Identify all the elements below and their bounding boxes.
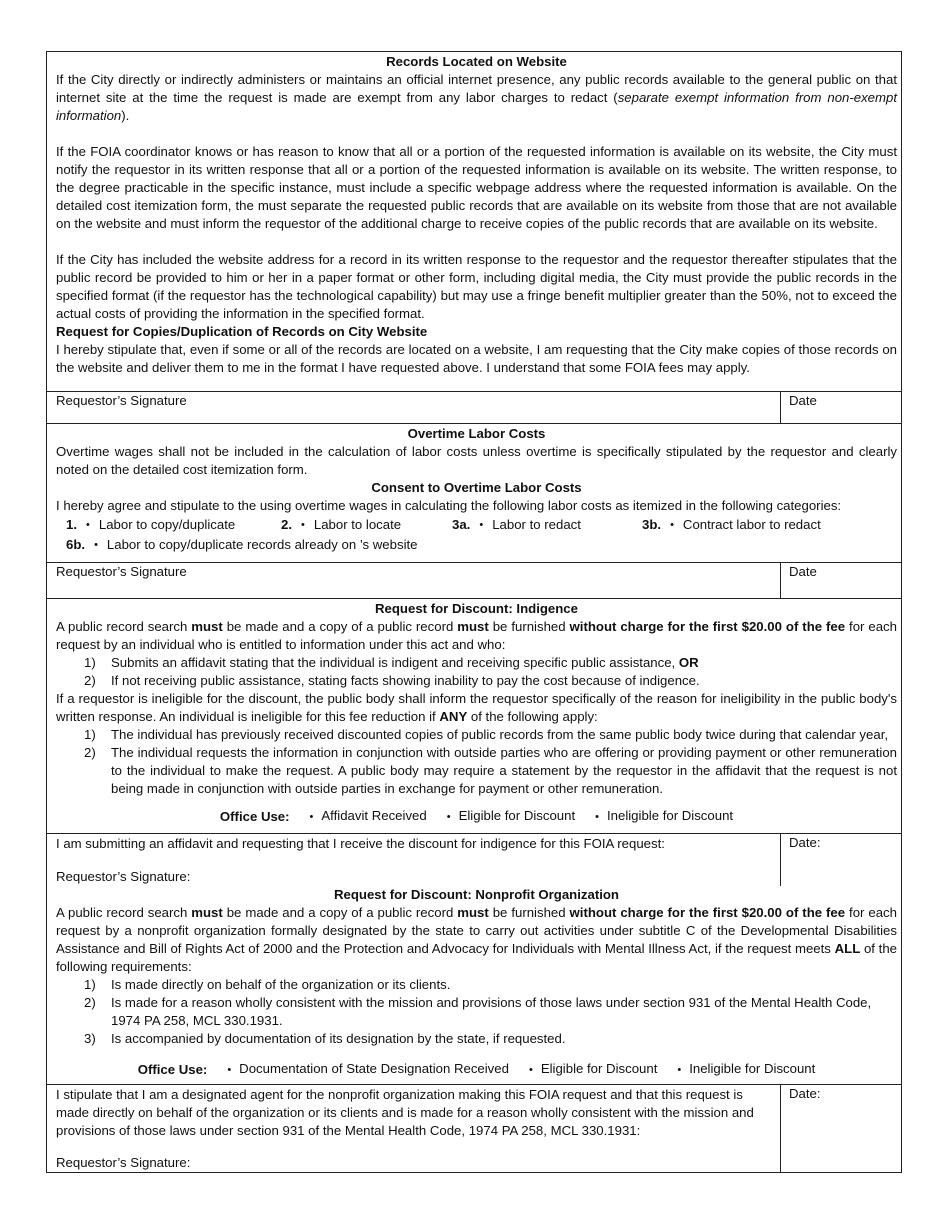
signature-label: Requestor’s Signature: xyxy=(56,1155,191,1170)
t: ALL xyxy=(834,941,861,956)
category-num: 6b. xyxy=(66,537,86,552)
overtime-section xyxy=(47,423,901,562)
signature-label: Requestor’s Signature xyxy=(56,393,187,408)
list-item xyxy=(56,994,897,1030)
para-end: ). xyxy=(121,108,130,123)
t: Eligible for Discount xyxy=(458,808,576,823)
website-paragraph-2: If the FOIA coordinator knows or has reason to know that all or a portion of the requested information is available on its website, the City must notify the requestor in its written response that all or a portion of the requested information is available on its website. The written response, to the degree practicable in the specific instance, must include a specific webpage address where the requested information is available. On the detailed cost itemization form, the must separate the requested public records that are available on its website from those that are not available on the website and must inform the requestor of the additional charge to receive copies of the public records that are available on its website. xyxy=(56,144,897,231)
num: 1) xyxy=(84,977,96,992)
nonprofit-section xyxy=(47,886,901,1084)
office-use-label: Office Use: xyxy=(219,808,290,824)
nonprofit-intro xyxy=(56,904,897,976)
t: must xyxy=(457,619,489,634)
bullet-icon: • xyxy=(446,811,451,823)
num: 2) xyxy=(84,673,96,688)
bullet-icon: • xyxy=(86,519,90,531)
category-num: 3b. xyxy=(642,517,662,532)
eligible-checkbox[interactable] xyxy=(447,806,575,827)
indigence-criteria-list xyxy=(56,654,897,690)
signature-row-1 xyxy=(47,391,901,423)
t: Ineligible for Discount xyxy=(689,1061,816,1076)
list-item xyxy=(56,654,897,672)
bullet-icon: • xyxy=(670,519,674,531)
overtime-categories-row xyxy=(56,515,897,535)
signature-row-2 xyxy=(47,562,901,598)
office-use-row xyxy=(56,806,897,827)
bullet-icon: • xyxy=(677,1064,682,1076)
bullet-icon: • xyxy=(528,1064,533,1076)
t: Documentation of State Designation Received xyxy=(239,1061,509,1076)
eligible-checkbox[interactable] xyxy=(529,1059,657,1080)
indigence-section xyxy=(47,598,901,833)
list-item xyxy=(56,976,897,994)
para-italic: separate exempt information from non-exempt information xyxy=(56,90,898,123)
category-num: 1. xyxy=(66,517,77,532)
num: 3) xyxy=(84,1031,96,1046)
date-label: Date: xyxy=(789,835,821,850)
indigence-title: Request for Discount: Indigence xyxy=(375,601,578,616)
indigence-intro xyxy=(56,618,897,654)
consent-text: I hereby agree and stipulate to the using overtime wages in calculating the following labor costs as itemized in the following categories: xyxy=(56,498,842,513)
foia-form-page xyxy=(46,51,902,1173)
category-3b-checkbox[interactable] xyxy=(642,515,821,535)
copies-title: Request for Copies/Duplication of Records on City Website xyxy=(56,324,428,339)
bullet-icon: • xyxy=(309,811,314,823)
t: of the following requirements: xyxy=(56,941,897,974)
t: Affidavit Received xyxy=(321,808,427,823)
bullet-icon: • xyxy=(301,519,305,531)
signature-field[interactable] xyxy=(56,392,781,423)
category-label: Labor to redact xyxy=(492,517,581,532)
affidavit-received-checkbox[interactable] xyxy=(310,806,427,827)
ineligible-checkbox[interactable] xyxy=(677,1059,815,1080)
consent-title: Consent to Overtime Labor Costs xyxy=(371,480,582,495)
bullet-icon: • xyxy=(479,519,484,531)
overtime-categories-row-2 xyxy=(56,535,897,555)
t: If not receiving public assistance, stating facts showing inability to pay the cost because of indigence. xyxy=(111,673,700,688)
t: of the following apply: xyxy=(467,709,598,724)
list-item xyxy=(56,672,897,690)
num: 2) xyxy=(84,995,96,1010)
category-num: 2. xyxy=(281,517,292,532)
website-paragraph-3: If the City has included the website address for a record in its written response to the requestor and the requestor thereafter stipulates that the public record be provided to him or her in a paper format or other form, including digital media, the City must provide the public records in the specified format (if the requestor has the technological capability) but may use a fringe benefit multiplier greater than the 50%, not to exceed the actual costs of providing the information in the specified format. xyxy=(56,252,897,321)
list-item xyxy=(56,726,897,744)
t: Is made for a reason wholly consistent with the mission and provisions of those laws under section 931 of the Mental Health Code, 1974 PA 258, MCL 330.1931. xyxy=(111,995,872,1028)
signature-label: Requestor’s Signature xyxy=(56,564,187,579)
category-label: Contract labor to redact xyxy=(682,517,821,532)
website-paragraph-1 xyxy=(56,71,897,125)
t: A public record search xyxy=(56,619,192,634)
t: Is made directly on behalf of the organization or its clients. xyxy=(111,977,451,992)
category-label: Labor to locate xyxy=(313,517,402,532)
t: must xyxy=(457,905,489,920)
category-1-checkbox[interactable] xyxy=(66,515,281,535)
signature-label: Requestor’s Signature: xyxy=(56,869,191,884)
t: Submits an affidavit stating that the individual is indigent and receiving specific public assistance, xyxy=(111,655,679,670)
t: without charge for the first $20.00 of the fee xyxy=(569,905,846,920)
copies-text: I hereby stipulate that, even if some or all of the records are located on a website, I am requesting that the City make copies of those records on the website and deliver them to me in the format I have requested above. I understand that some FOIA fees may apply. xyxy=(56,342,897,375)
t: be made and a copy of a public record xyxy=(222,619,458,634)
t: for each request by a nonprofit organization formally designated by the state to carry out activities under subtitle C of the Developmental Disabilities Assistance and Bill of Rights Act of 2000 and the Protection and Advocacy for Individuals with Mental Illness Act, if the request meets xyxy=(56,905,897,956)
t: The individual has previously received discounted copies of public records from the same public body twice during that calendar year, xyxy=(111,727,889,742)
office-use-row xyxy=(56,1059,897,1080)
t: A public record search xyxy=(56,905,192,920)
num: 2) xyxy=(84,745,96,760)
t: be made and a copy of a public record xyxy=(222,905,458,920)
bullet-icon: • xyxy=(595,811,599,823)
category-3a-checkbox[interactable] xyxy=(452,515,642,535)
signature-field[interactable] xyxy=(56,563,781,598)
date-field[interactable] xyxy=(781,834,901,886)
t: for each request by an individual who is entitled to information under this act and who: xyxy=(56,619,897,652)
num: 1) xyxy=(84,655,96,670)
t: OR xyxy=(678,655,699,670)
category-6b-checkbox[interactable] xyxy=(66,535,418,555)
date-label: Date xyxy=(789,393,817,408)
state-designation-checkbox[interactable] xyxy=(227,1059,509,1080)
list-item xyxy=(56,1030,897,1048)
nonprofit-requirements-list xyxy=(56,976,897,1048)
t: If a requestor is ineligible for the discount, the public body shall inform the requestor specifically of the reason for ineligibility in the public body's written response. An individual is ineligible for this fee reduction if xyxy=(56,691,897,724)
date-label: Date: xyxy=(789,1086,821,1101)
signature-field[interactable] xyxy=(56,1085,781,1172)
num: 1) xyxy=(84,727,96,742)
ineligible-list xyxy=(56,726,897,798)
records-on-website-section xyxy=(47,52,901,391)
ineligible-intro xyxy=(56,690,897,726)
bullet-icon: • xyxy=(94,539,98,551)
nonprofit-title: Request for Discount: Nonprofit Organization xyxy=(334,887,619,902)
t: must xyxy=(191,619,223,634)
signature-row-4 xyxy=(47,1084,901,1172)
signature-row-3 xyxy=(47,833,901,886)
t: without charge for the first $20.00 of the fee xyxy=(569,619,846,634)
date-field[interactable] xyxy=(781,563,901,598)
list-item xyxy=(56,744,897,798)
t: be furnished xyxy=(488,905,570,920)
category-num: 3a. xyxy=(452,517,471,532)
t: Eligible for Discount xyxy=(540,1061,658,1076)
section-title: Records Located on Website xyxy=(386,54,567,69)
ineligible-checkbox[interactable] xyxy=(595,806,733,827)
indigence-statement: I am submitting an affidavit and requesting that I receive the discount for indigence for this FOIA request: xyxy=(56,836,665,851)
date-field[interactable] xyxy=(781,1085,901,1172)
overtime-text: Overtime wages shall not be included in the calculation of labor costs unless overtime is specifically stipulated by the requestor and clearly noted on the detailed cost itemization form. xyxy=(56,444,897,477)
bullet-icon: • xyxy=(227,1064,232,1076)
t: be furnished xyxy=(488,619,570,634)
date-field[interactable] xyxy=(781,392,901,423)
t: The individual requests the information in conjunction with outside parties who are offering or providing payment or other remuneration to the individual to make the request. A public body may require a statement by the requestor in the affidavit that the request is not being made in conjunction with outside parties in exchange for payment or other remuneration. xyxy=(111,745,897,796)
office-use-label: Office Use: xyxy=(137,1061,208,1077)
category-label: Labor to copy/duplicate records already on ’s website xyxy=(106,537,418,552)
category-label: Labor to copy/duplicate xyxy=(98,517,236,532)
t: Is accompanied by documentation of its designation by the state, if requested. xyxy=(111,1031,566,1046)
t: must xyxy=(191,905,223,920)
date-label: Date xyxy=(789,564,817,579)
overtime-title: Overtime Labor Costs xyxy=(407,426,546,441)
signature-field[interactable] xyxy=(56,834,781,886)
nonprofit-statement: I stipulate that I am a designated agent for the nonprofit organization making this FOIA request and that this request is made directly on behalf of the organization or its clients and is made for a reason wholly consistent with the mission and provisions of those laws under section 931 of the Mental Health Code, 1974 PA 258, MCL 330.1931: xyxy=(56,1087,754,1138)
para-text: If the City directly or indirectly administers or maintains an official internet presence, any public records available to the general public on that internet site at the time the request is made are exempt from any labor charges to redact ( xyxy=(56,72,897,105)
category-2-checkbox[interactable] xyxy=(281,515,452,535)
t: ANY xyxy=(439,709,468,724)
t: Ineligible for Discount xyxy=(606,808,734,823)
